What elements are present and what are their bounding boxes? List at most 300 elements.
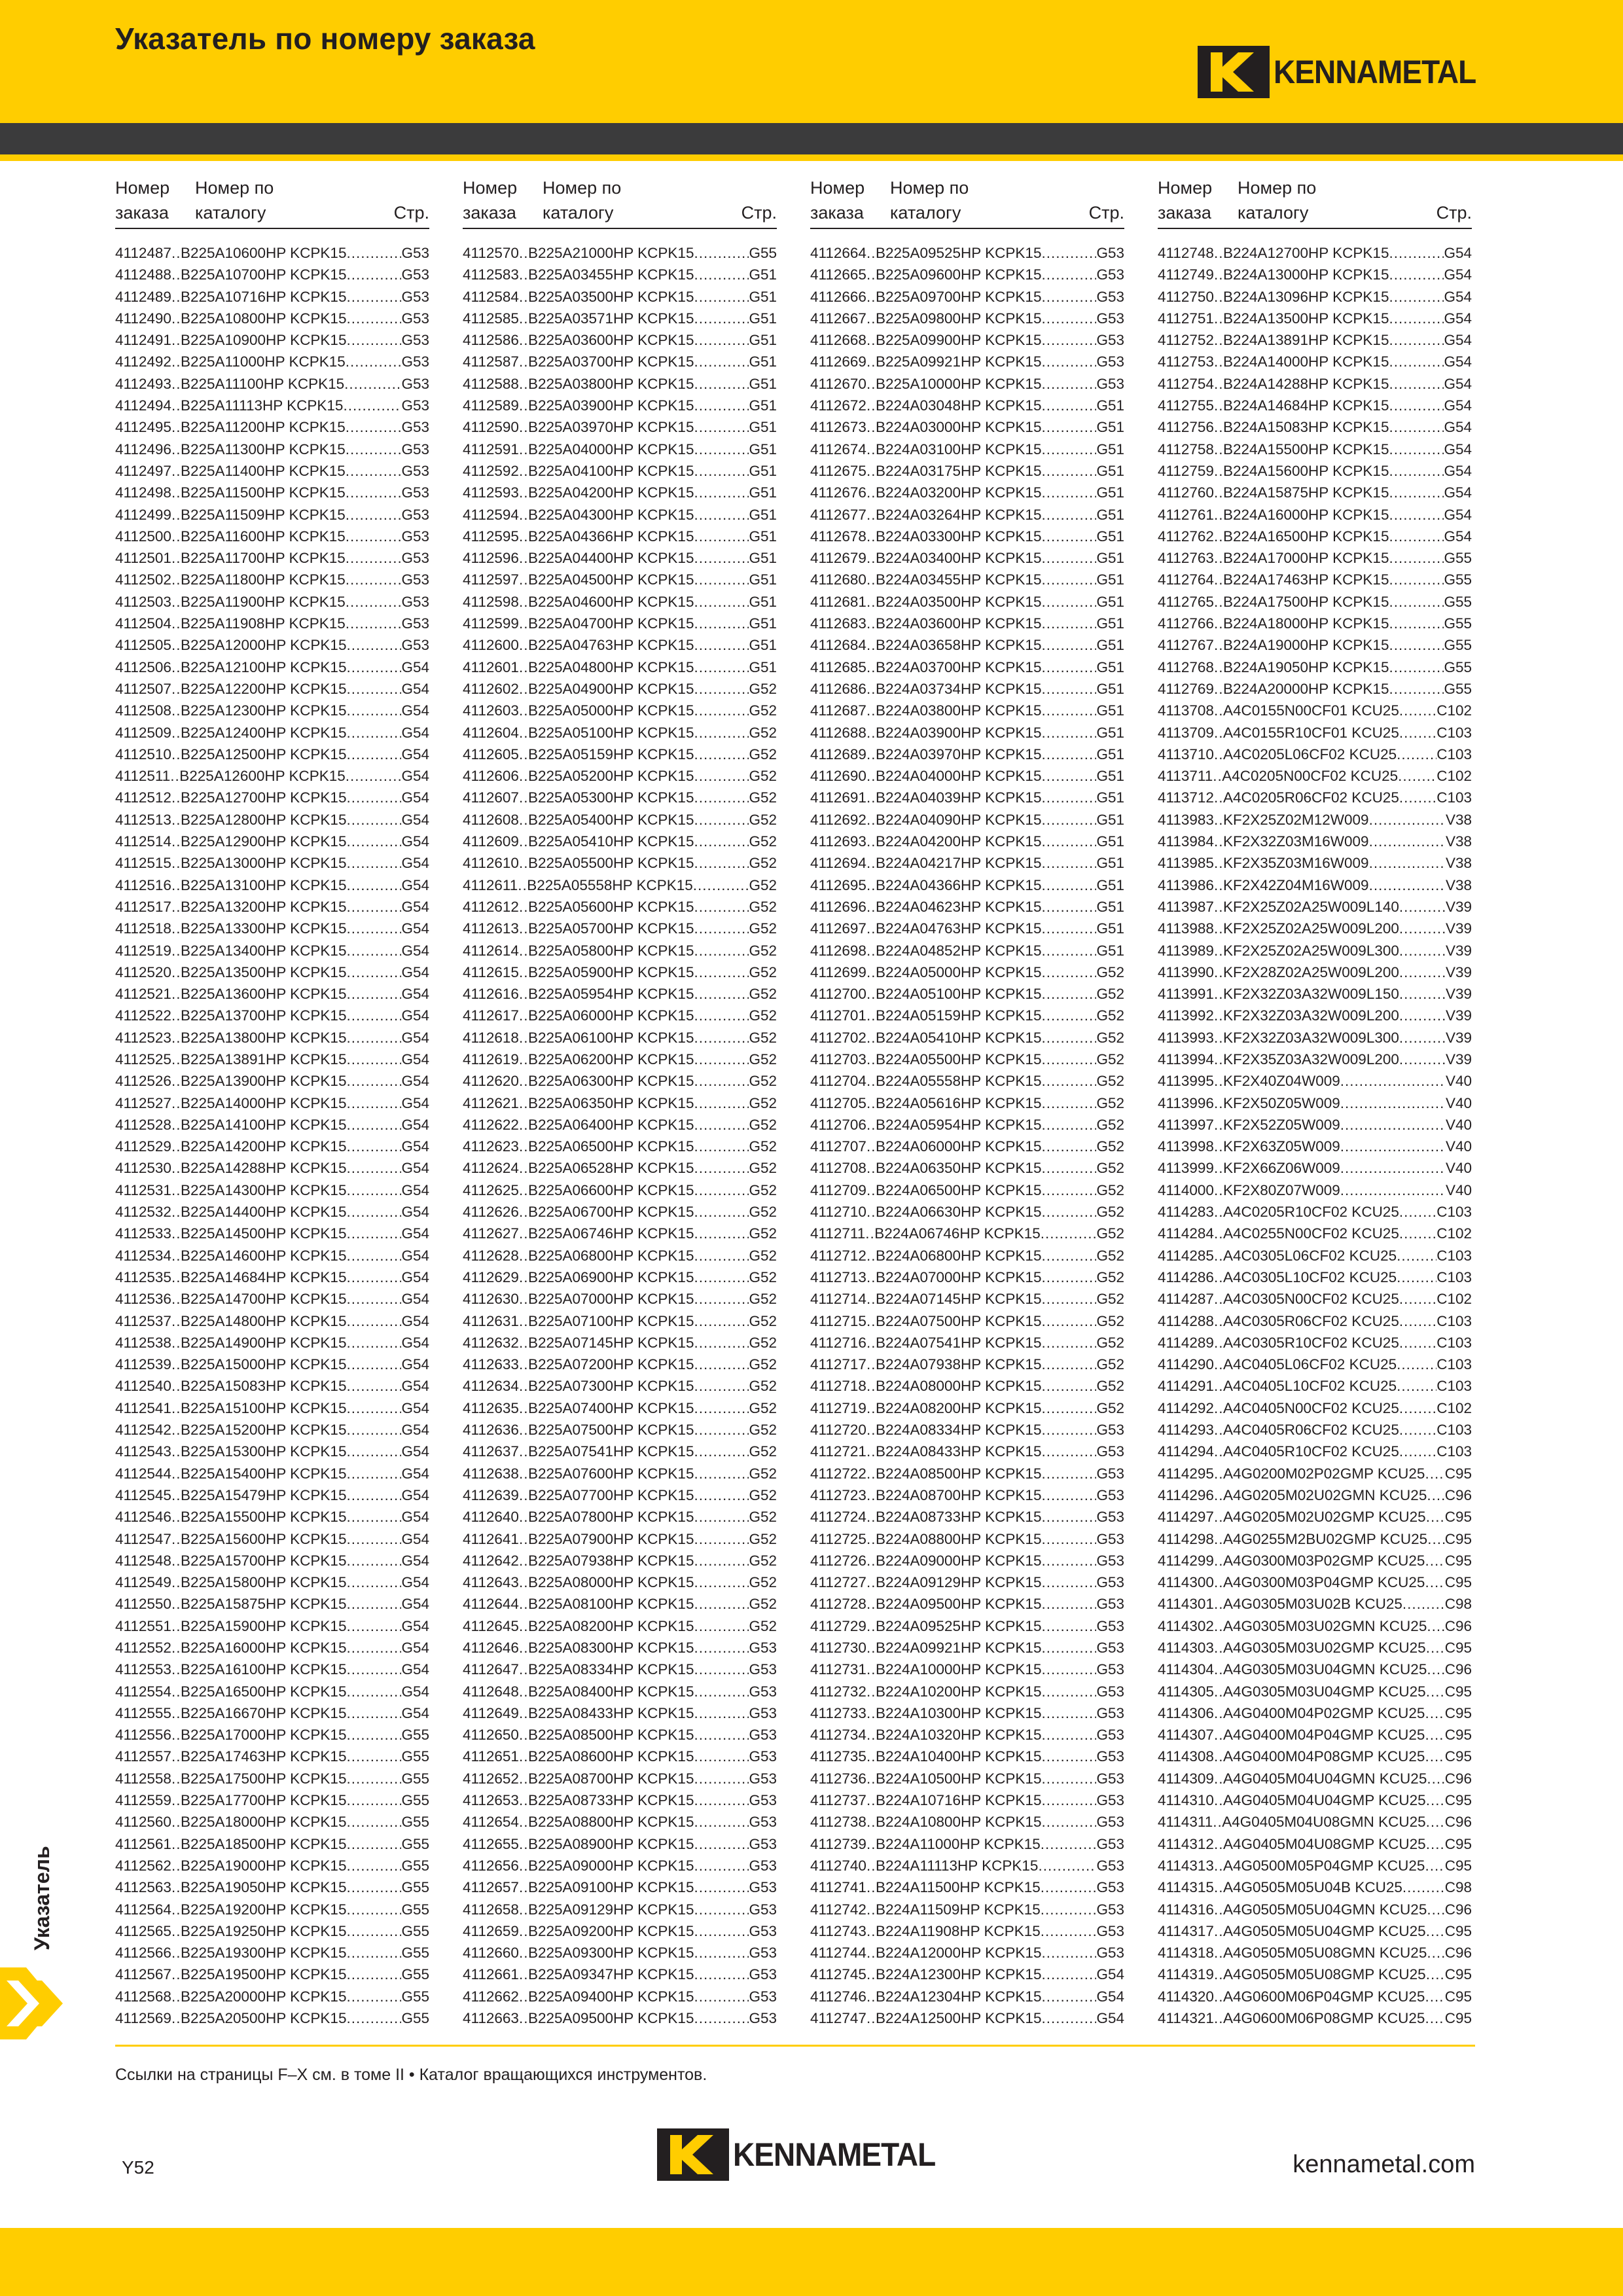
index-row (115, 264, 429, 285)
catalog-number: B225A11600HP KCPK15 (180, 528, 346, 545)
leader-dots (346, 482, 402, 503)
index-row (1158, 569, 1472, 590)
order-number: 4112673 (810, 419, 866, 436)
catalog-number: B224A13000HP KCPK15 (1222, 266, 1389, 283)
catalog-number: B225A16000HP KCPK15 (180, 1640, 347, 1656)
index-row (115, 286, 429, 308)
page-reference: G52 (1096, 1399, 1124, 1416)
leader-dots (694, 1201, 749, 1223)
catalog-number: B224A05954HP KCPK15 (875, 1116, 1042, 1133)
order-number: 4112719 (810, 1399, 866, 1416)
leader-dots (693, 874, 749, 896)
catalog-number: B224A05500HP KCPK15 (875, 1050, 1042, 1067)
order-number: 4112687 (810, 702, 866, 719)
leader-dots (1340, 1070, 1446, 1092)
page-reference: G54 (401, 1116, 429, 1133)
order-number: 4112751 (1158, 310, 1214, 327)
index-row (1158, 809, 1472, 831)
page-reference: G53 (1096, 1770, 1124, 1787)
catalog-number: B224A08700HP KCPK15 (875, 1486, 1042, 1503)
order-number: 4114289 (1158, 1334, 1214, 1351)
index-row (115, 1528, 429, 1550)
page-reference: C98 (1444, 1596, 1472, 1613)
index-row (1158, 308, 1472, 329)
index-row (115, 242, 429, 264)
leader-dots (519, 439, 528, 460)
page-reference: G54 (401, 1704, 429, 1721)
leader-dots (866, 416, 876, 438)
order-number: 4112764 (1158, 571, 1214, 588)
order-number: 4112616 (463, 986, 519, 1003)
page-reference: G54 (401, 1181, 429, 1198)
leader-dots (346, 1637, 401, 1659)
page-reference: G51 (1096, 571, 1124, 588)
index-row (463, 1550, 777, 1571)
catalog-number: B224A15083HP KCPK15 (1222, 419, 1389, 436)
page-reference: G51 (749, 550, 777, 567)
order-number: 4112519 (115, 942, 171, 959)
leader-dots (346, 634, 401, 656)
catalog-number: B224A13500HP KCPK15 (1222, 310, 1389, 327)
leader-dots (694, 439, 749, 460)
index-row (463, 1201, 777, 1223)
leader-dots (518, 874, 527, 896)
catalog-number: B225A03600HP KCPK15 (527, 332, 694, 349)
leader-dots (1214, 809, 1223, 831)
leader-dots (1041, 722, 1096, 744)
index-row (1158, 1245, 1472, 1266)
order-number: 4112714 (810, 1291, 866, 1308)
order-number: 4113995 (1158, 1073, 1214, 1090)
order-number: 4112741 (810, 1879, 866, 1896)
page-reference: G52 (749, 898, 777, 915)
page-reference: C103 (1436, 724, 1472, 741)
order-number: 4112620 (463, 1073, 519, 1090)
order-number: 4112545 (115, 1486, 171, 1503)
catalog-number: B224A05616HP KCPK15 (875, 1094, 1042, 1111)
leader-dots (171, 744, 181, 765)
leader-dots (346, 1789, 401, 1811)
catalog-number: KF2X40Z04W009 (1222, 1073, 1340, 1090)
leader-dots (346, 1288, 401, 1310)
page-reference: G52 (749, 1312, 777, 1329)
footer-band (0, 2228, 1623, 2296)
page-reference: G52 (1096, 963, 1124, 980)
order-number: 4112557 (115, 1748, 171, 1765)
leader-dots (1214, 482, 1223, 503)
page-reference: G51 (749, 397, 777, 414)
leader-dots (866, 1332, 876, 1354)
page-reference: G53 (401, 375, 429, 392)
catalog-number: B224A05100HP KCPK15 (875, 986, 1042, 1003)
catalog-number: B224A13096HP KCPK15 (1222, 288, 1389, 305)
leader-dots (1041, 940, 1096, 961)
page-reference: G52 (749, 1181, 777, 1198)
catalog-number: B225A08600HP KCPK15 (527, 1748, 694, 1765)
index-row (463, 351, 777, 372)
leader-dots (1214, 1659, 1223, 1680)
page-reference: G51 (1096, 768, 1124, 785)
catalog-number: B224A14288HP KCPK15 (1222, 375, 1389, 392)
catalog-number: B225A06800HP KCPK15 (527, 1247, 694, 1264)
index-row (115, 1201, 429, 1223)
page-reference: G51 (749, 310, 777, 327)
order-number: 4112525 (115, 1050, 171, 1067)
page-reference: G54 (401, 1007, 429, 1024)
catalog-number: B225A13000HP KCPK15 (180, 855, 347, 872)
index-row (463, 460, 777, 482)
page-reference: G53 (749, 1901, 777, 1918)
catalog-number: B224A10400HP KCPK15 (875, 1748, 1042, 1765)
leader-dots (1427, 1528, 1445, 1550)
index-row (463, 1964, 777, 1985)
order-number: 4114000 (1158, 1181, 1214, 1198)
index-row (463, 656, 777, 678)
index-row (115, 1681, 429, 1702)
catalog-number: B224A18000HP KCPK15 (1222, 615, 1389, 632)
order-number: 4112503 (115, 593, 171, 610)
order-number: 4112570 (463, 245, 519, 261)
leader-dots (519, 1746, 528, 1767)
order-number: 4112513 (115, 811, 171, 828)
order-number: 4112665 (810, 266, 866, 283)
leader-dots (694, 1528, 749, 1550)
catalog-number: B225A11400HP KCPK15 (180, 462, 346, 479)
leader-dots (866, 1419, 876, 1441)
order-number: 4112516 (115, 876, 171, 893)
order-number: 4112740 (810, 1857, 866, 1874)
order-number: 4112559 (115, 1792, 171, 1809)
page-reference: C102 (1436, 768, 1472, 785)
page-reference: G52 (1096, 1050, 1124, 1067)
leader-dots (1041, 1354, 1096, 1375)
leader-dots (1214, 504, 1223, 526)
leader-dots (1214, 1266, 1223, 1288)
order-number: 4112529 (115, 1138, 171, 1155)
index-row (115, 1397, 429, 1419)
page-reference: G54 (401, 1661, 429, 1678)
page-reference: G53 (1096, 1661, 1124, 1678)
leader-dots (1214, 1986, 1223, 2007)
leader-dots (1041, 1027, 1096, 1049)
order-number: 4113991 (1158, 986, 1214, 1003)
page-reference: G51 (749, 375, 777, 392)
leader-dots (1214, 416, 1223, 438)
index-row (810, 1811, 1124, 1833)
website-link[interactable]: kennametal.com (1293, 2151, 1475, 2178)
index-row (1158, 1201, 1472, 1223)
catalog-number: B225A19300HP KCPK15 (180, 1945, 347, 1962)
index-row (1158, 678, 1472, 700)
leader-dots (1399, 1049, 1446, 1070)
page-reference: G53 (749, 1922, 777, 1939)
leader-dots (866, 1528, 876, 1550)
leader-dots (346, 1964, 401, 1985)
leader-dots (1214, 1397, 1223, 1419)
leader-dots (694, 1114, 749, 1136)
leader-dots (519, 504, 528, 526)
page-reference: G55 (401, 1814, 429, 1831)
leader-dots (346, 722, 401, 744)
leader-dots (1214, 1419, 1223, 1441)
order-number: 4112758 (1158, 440, 1214, 457)
catalog-number: B224A14684HP KCPK15 (1222, 397, 1389, 414)
index-row (1158, 1027, 1472, 1049)
catalog-number: B224A07541HP KCPK15 (875, 1334, 1042, 1351)
page-reference: C96 (1444, 1617, 1472, 1634)
leader-dots (1041, 1637, 1096, 1659)
index-row (810, 1266, 1124, 1288)
order-number: 4112610 (463, 855, 519, 872)
page-reference: G52 (1096, 1356, 1124, 1373)
catalog-number: B225A12100HP KCPK15 (180, 658, 347, 675)
index-row (1158, 286, 1472, 308)
order-number: 4114302 (1158, 1617, 1214, 1634)
page-reference: G53 (1096, 1422, 1124, 1439)
leader-dots (1397, 1354, 1436, 1375)
leader-dots (519, 1920, 528, 1942)
catalog-number: B225A18500HP KCPK15 (180, 1835, 347, 1852)
order-number: 4112518 (115, 920, 171, 937)
page-reference: G54 (401, 1225, 429, 1242)
leader-dots (1214, 1876, 1223, 1898)
catalog-number: B225A13900HP KCPK15 (180, 1073, 347, 1090)
leader-dots (1397, 1266, 1436, 1288)
index-row (115, 504, 429, 526)
index-row (463, 482, 777, 503)
catalog-number: B225A07000HP KCPK15 (527, 1291, 694, 1308)
page-reference: G53 (1096, 1640, 1124, 1656)
catalog-number: B225A05410HP KCPK15 (527, 833, 694, 850)
page-reference: G55 (401, 1966, 429, 1983)
leader-dots (346, 1245, 401, 1266)
order-number: 4112681 (810, 593, 866, 610)
leader-dots (346, 744, 401, 765)
leader-dots (694, 1550, 749, 1571)
leader-dots (1041, 1157, 1096, 1179)
catalog-number: B225A04200HP KCPK15 (527, 484, 694, 501)
page-reference: C95 (1444, 1683, 1472, 1700)
page-reference: G53 (1096, 1879, 1124, 1896)
leader-dots (346, 1419, 401, 1441)
index-row (115, 656, 429, 678)
index-row (1158, 1463, 1472, 1484)
page-reference: G53 (1096, 1814, 1124, 1831)
page-reference: G52 (1096, 1312, 1124, 1329)
leader-dots (866, 1375, 876, 1397)
order-number: 4112550 (115, 1596, 171, 1613)
index-row (1158, 1811, 1472, 1833)
order-number: 4112666 (810, 288, 866, 305)
order-number: 4112699 (810, 963, 866, 980)
leader-dots (519, 940, 528, 961)
order-number: 4112646 (463, 1640, 519, 1656)
page-reference: G55 (401, 1857, 429, 1874)
catalog-number: KF2X63Z05W009 (1222, 1138, 1340, 1155)
order-number: 4112628 (463, 1247, 519, 1264)
order-number: 4112755 (1158, 397, 1214, 414)
index-row (810, 1920, 1124, 1942)
catalog-number: B224A08800HP KCPK15 (875, 1530, 1042, 1547)
page-reference: G52 (749, 1574, 777, 1591)
page-reference: V39 (1445, 1050, 1472, 1067)
catalog-number: B225A09347HP KCPK15 (527, 1966, 694, 1983)
order-number: 4112744 (810, 1945, 866, 1962)
index-row (810, 1964, 1124, 1985)
catalog-number: B225A09700HP KCPK15 (875, 288, 1042, 305)
page-reference: G54 (401, 811, 429, 828)
page-reference: G53 (749, 1988, 777, 2005)
page-reference: G54 (401, 1509, 429, 1526)
catalog-number: B224A03175HP KCPK15 (875, 462, 1042, 479)
leader-dots (519, 1811, 528, 1833)
page-reference: G54 (401, 1378, 429, 1395)
index-row (463, 831, 777, 852)
order-number: 4112695 (810, 876, 866, 893)
order-number: 4112543 (115, 1443, 171, 1460)
catalog-number: B225A21000HP KCPK15 (527, 245, 694, 261)
page-reference: G54 (401, 1617, 429, 1634)
order-number: 4112609 (463, 833, 519, 850)
leader-dots (1214, 1005, 1223, 1026)
leader-dots (519, 547, 528, 569)
index-row (1158, 1964, 1472, 1985)
leader-dots (1399, 918, 1446, 939)
catalog-number: B225A15900HP KCPK15 (180, 1617, 347, 1634)
order-number: 4112497 (115, 462, 171, 479)
catalog-number: B225A17463HP KCPK15 (180, 1748, 347, 1765)
index-row (115, 308, 429, 329)
index-row (463, 1659, 777, 1680)
leader-dots (171, 700, 181, 721)
order-number: 4112556 (115, 1727, 171, 1744)
leader-dots (1214, 1092, 1223, 1114)
index-row (1158, 1724, 1472, 1746)
order-number-heading (810, 175, 865, 225)
page-reference: G53 (401, 528, 429, 545)
order-number: 4112621 (463, 1094, 519, 1111)
leader-dots (1426, 1789, 1445, 1811)
order-number: 4113986 (1158, 876, 1214, 893)
catalog-number: A4G0405M04U08GMP KCU25 (1222, 1835, 1426, 1852)
leader-dots (1389, 569, 1444, 590)
catalog-number: B225A11700HP KCPK15 (180, 550, 346, 567)
index-row (115, 1070, 429, 1092)
footnote: Ссылки на страницы F–X см. в томе II • Каталог вращающихся инструментов. (115, 2066, 707, 2084)
index-row (1158, 1484, 1472, 1506)
page-reference: G51 (1096, 876, 1124, 893)
leader-dots (1397, 744, 1436, 765)
index-row (115, 809, 429, 831)
order-number: 4112606 (463, 768, 519, 785)
leader-dots (1426, 1637, 1445, 1659)
leader-dots (346, 1354, 401, 1375)
leader-dots (346, 329, 401, 351)
index-row (810, 1768, 1124, 1789)
leader-dots (519, 242, 528, 264)
order-number: 4112754 (1158, 375, 1214, 392)
leader-dots (171, 1702, 181, 1724)
leader-dots (519, 1397, 528, 1419)
catalog-number: B225A14500HP KCPK15 (180, 1225, 347, 1242)
leader-dots (1399, 1397, 1436, 1419)
leader-dots (866, 504, 876, 526)
leader-dots (694, 1027, 749, 1049)
index-row (1158, 242, 1472, 264)
order-number: 4113711 (1158, 768, 1213, 785)
leader-dots (1427, 1615, 1444, 1637)
order-number: 4114307 (1158, 1727, 1214, 1744)
index-row (115, 874, 429, 896)
leader-dots (171, 1833, 181, 1855)
leader-dots (694, 722, 749, 744)
page-reference: G54 (401, 1486, 429, 1503)
leader-dots (171, 1615, 181, 1637)
order-number: 4112750 (1158, 288, 1214, 305)
kennametal-logo-footer (657, 2128, 953, 2181)
page-reference: G52 (1096, 1138, 1124, 1155)
page-reference: G54 (1444, 419, 1472, 436)
index-row (1158, 1005, 1472, 1026)
index-row (810, 1223, 1124, 1244)
index-row (810, 940, 1124, 961)
leader-dots (866, 1942, 876, 1964)
order-number-heading (463, 175, 517, 225)
catalog-number: B224A04000HP KCPK15 (875, 768, 1042, 785)
page-reference: G54 (401, 1422, 429, 1439)
catalog-number: KF2X28Z02A25W009L200 (1222, 963, 1399, 980)
order-number: 4112611 (463, 876, 518, 893)
leader-dots (1425, 2007, 1444, 2029)
order-number: 4114315 (1158, 1879, 1214, 1896)
index-row (115, 744, 429, 765)
order-number: 4112540 (115, 1378, 171, 1395)
index-row (463, 264, 777, 285)
index-row (1158, 1571, 1472, 1593)
leader-dots (171, 874, 181, 896)
catalog-number: A4C0405L06CF02 KCU25 (1222, 1356, 1397, 1373)
leader-dots (694, 526, 749, 547)
page-reference: G54 (401, 702, 429, 719)
order-number: 4112688 (810, 724, 866, 741)
leader-dots (519, 678, 528, 700)
catalog-number: A4C0305R10CF02 KCU25 (1222, 1334, 1399, 1351)
leader-dots (866, 1724, 876, 1746)
order-number: 4112709 (810, 1181, 866, 1198)
catalog-number: B224A04217HP KCPK15 (875, 855, 1042, 872)
page-reference: G55 (749, 245, 777, 261)
index-row (463, 329, 777, 351)
index-row (463, 787, 777, 808)
page-reference: G55 (1444, 658, 1472, 675)
leader-dots (694, 1768, 749, 1789)
order-number: 4114291 (1158, 1378, 1214, 1395)
index-row (115, 1005, 429, 1026)
leader-dots (866, 308, 876, 329)
page-reference: G52 (749, 1268, 777, 1285)
order-number: 4112749 (1158, 266, 1214, 283)
order-number: 4112635 (463, 1399, 519, 1416)
page-reference: G52 (1096, 1378, 1124, 1395)
order-number: 4112589 (463, 397, 519, 414)
index-row (810, 242, 1124, 264)
catalog-number: B224A05000HP KCPK15 (875, 963, 1042, 980)
catalog-number: B224A11113HP KCPK15 (875, 1857, 1039, 1874)
order-number: 4112737 (810, 1792, 866, 1809)
heading-line: каталогу (1238, 203, 1309, 223)
index-row (810, 1833, 1124, 1855)
page-reference: G54 (401, 1530, 429, 1547)
